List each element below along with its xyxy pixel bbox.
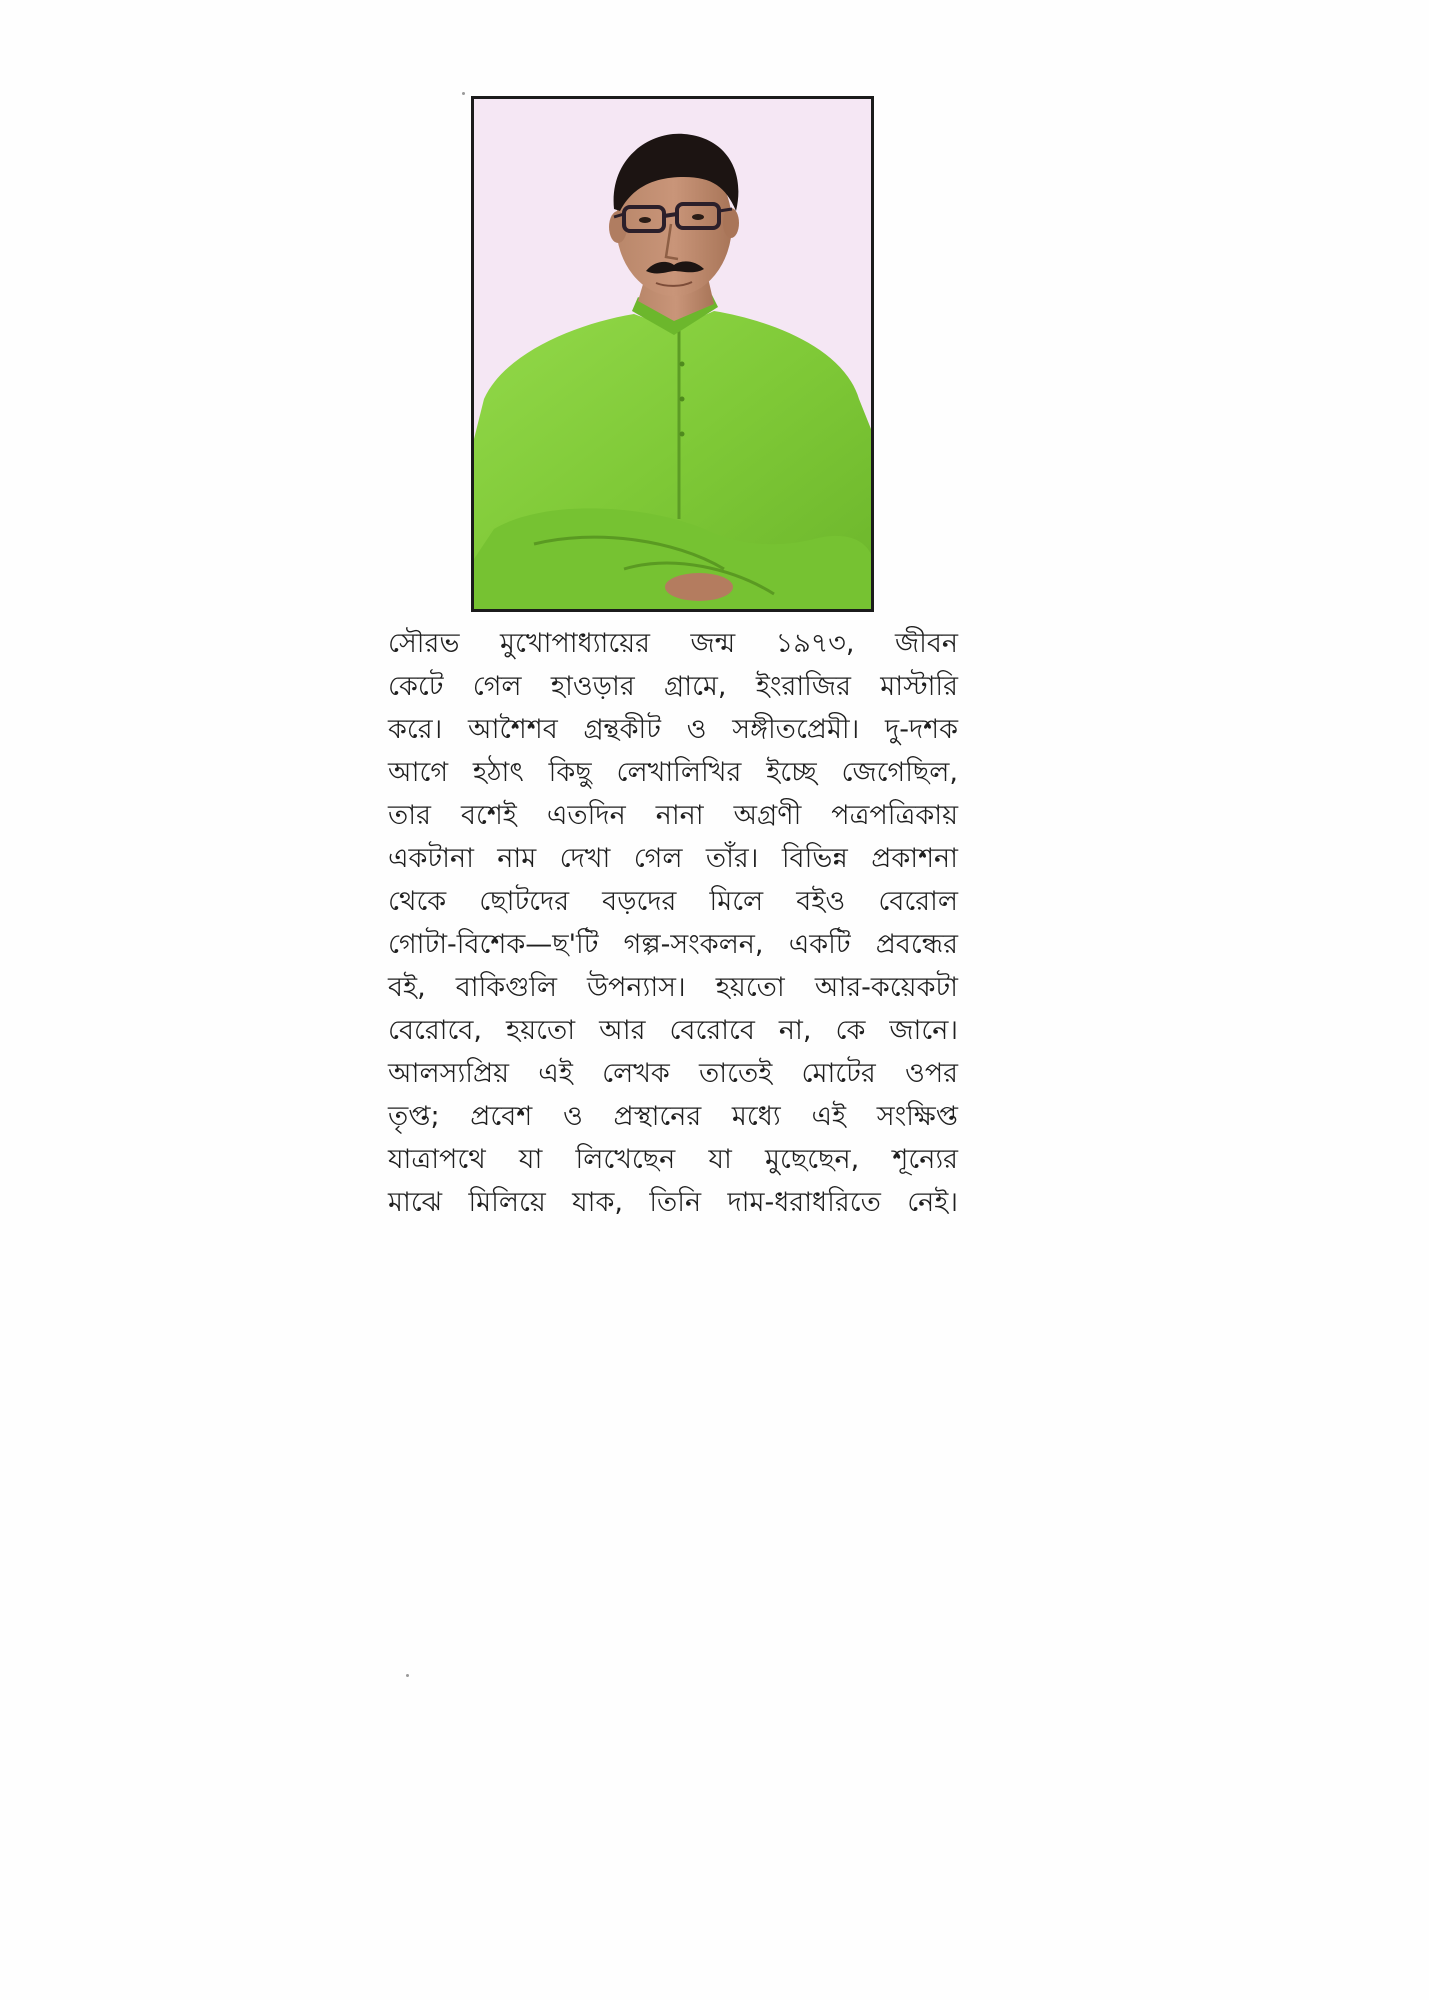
- bio-line: আলস্যপ্রিয় এই লেখক তাতেই মোটের ওপর: [388, 1058, 958, 1089]
- bio-line: বই, বাকিগুলি উপন্যাস। হয়তো আর-কয়েকটা: [388, 972, 958, 1003]
- bio-line: তার বশেই এতদিন নানা অগ্রণী পত্রপত্রিকায়: [388, 800, 958, 831]
- bio-line: করে। আশৈশব গ্রন্থকীট ও সঙ্গীতপ্রেমী। দু-দশক: [388, 714, 958, 745]
- author-portrait-image: [474, 99, 871, 609]
- bio-line: আগে হঠাৎ কিছু লেখালিখির ইচ্ছে জেগেছিল,: [388, 757, 958, 788]
- author-photo: [471, 96, 874, 612]
- bio-line: একটানা নাম দেখা গেল তাঁর। বিভিন্ন প্রকাশনা: [388, 843, 958, 874]
- bio-line: গোটা-বিশেক—ছ'টি গল্প-সংকলন, একটি প্রবন্ধের: [388, 929, 958, 960]
- scan-speck: [406, 1674, 409, 1677]
- bio-line: যাত্রাপথে যা লিখেছেন যা মুছেছেন, শূন্যের: [388, 1144, 958, 1175]
- bio-line: থেকে ছোটদের বড়দের মিলে বইও বেরোল: [388, 886, 958, 917]
- bio-line: কেটে গেল হাওড়ার গ্রামে, ইংরাজির মাস্টারি: [388, 671, 958, 702]
- bio-line: মাঝে মিলিয়ে যাক, তিনি দাম-ধরাধরিতে নেই।: [388, 1187, 958, 1218]
- bio-line: তৃপ্ত; প্রবেশ ও প্রস্থানের মধ্যে এই সংক্ষিপ্ত: [388, 1101, 958, 1132]
- bio-line: সৌরভ মুখোপাধ্যায়ের জন্ম ১৯৭৩, জীবন: [388, 628, 958, 659]
- scan-speck: [462, 92, 465, 95]
- bio-line: বেরোবে, হয়তো আর বেরোবে না, কে জানে।: [388, 1015, 958, 1046]
- author-bio: [388, 622, 958, 1224]
